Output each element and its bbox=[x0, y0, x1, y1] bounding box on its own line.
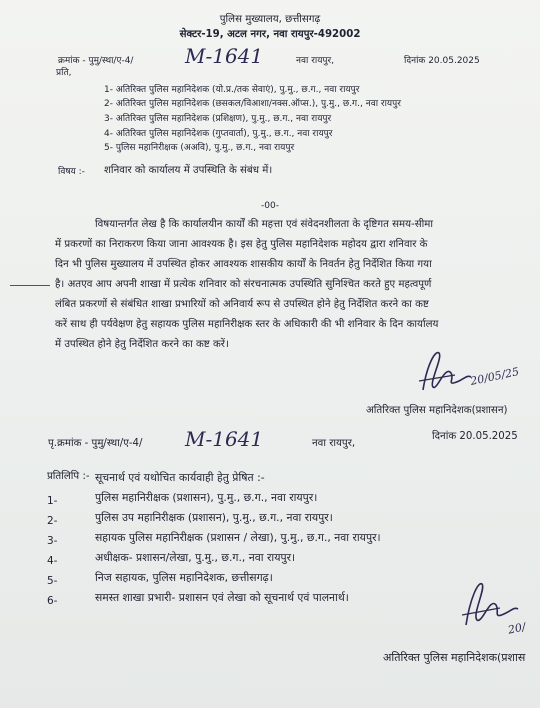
separator: -00- bbox=[261, 201, 279, 211]
copy-item-number: 5- bbox=[47, 575, 58, 587]
body-line: करें साथ ही पर्यवेक्षण हेतु सहायक पुलिस महानिरीक्षक स्तर के अधिकारी की भी शनिवार के दिन कार्यालय bbox=[55, 319, 439, 330]
copy-item-number: 4- bbox=[47, 555, 58, 567]
pen-stroke bbox=[10, 285, 50, 286]
body-line: लंबित प्रकरणों से संबंधित शाखा प्रभारियों को अनिवार्य रूप से उपस्थित होने हेतु निर्देशित करने का कष्ट bbox=[55, 299, 429, 310]
letter-date: दिनांक 20.05.2025 bbox=[404, 56, 480, 66]
recipient-item: 3- अतिरिक्त पुलिस महानिदेशक (प्रशिक्षण), पु.मु., छ.ग., नवा रायपुर bbox=[104, 114, 332, 124]
copy-reference-number-handwritten: M-1641 bbox=[185, 427, 264, 451]
copy-item-number: 2- bbox=[47, 515, 58, 527]
copy-signature-date-handwritten: 20/ bbox=[506, 620, 527, 637]
copy-item-text: अधीक्षक- प्रशासन/लेखा, पु.मु., छ.ग., नवा रायपुर। bbox=[95, 551, 296, 564]
copy-intro: सूचनार्थ एवं यथोचित कार्यवाही हेतु प्रेषित :- bbox=[95, 471, 265, 484]
body-line: दिन भी पुलिस मुख्यालय में उपस्थित होकर आवश्यक शासकीय कार्यों के निवर्तन हेतु निर्देशित किया गया bbox=[55, 259, 432, 270]
reference-label: क्रमांक - पुमु/स्था/ए-4/ bbox=[58, 56, 134, 66]
copy-prefix: प्रतिलिपि :- bbox=[47, 471, 90, 482]
signatory-title: अतिरिक्त पुलिस महानिदेशक(प्रशासन) bbox=[366, 405, 508, 416]
reference-number-handwritten: M-1641 bbox=[185, 44, 264, 68]
copy-item-text: सहायक पुलिस महानिरीक्षक (प्रशासन / लेखा), पु.मु., छ.ग., नवा रायपुर। bbox=[95, 531, 381, 544]
to-label: प्रति, bbox=[56, 68, 72, 78]
body-line: में प्रकरणों का निराकरण किया जाना आवश्यक है। इस हेतु पुलिस महानिदेशक महोदय द्वारा शनिवार के bbox=[55, 239, 428, 250]
copy-item-text: समस्त शाखा प्रभारी- प्रशासन एवं लेखा को सूचनार्थ एवं पालनार्थ। bbox=[95, 591, 349, 604]
copy-item-number: 3- bbox=[47, 535, 58, 547]
subject-text: शनिवार को कार्यालय में उपस्थिति के संबंध में। bbox=[104, 165, 273, 176]
body-line: में उपस्थित होने हेतु निर्देशित करने का कष्ट करें। bbox=[55, 339, 229, 350]
copy-item-number: 1- bbox=[47, 495, 58, 507]
copy-place: नवा रायपुर, bbox=[312, 438, 356, 449]
recipient-item: 1- अतिरिक्त पुलिस महानिदेशक (यो.प्र./तक सेवाएं), पु.मु., छ.ग., नवा रायपुर bbox=[104, 85, 360, 95]
signature-mark bbox=[415, 345, 475, 399]
office-address: सेक्टर-19, अटल नगर, नवा रायपुर-492002 bbox=[179, 29, 361, 40]
recipient-item: 2- अतिरिक्त पुलिस महानिदेशक (छसकल/विआशा/नक्स.ऑप्स.), पु.मु., छ.ग., नवा रायपुर bbox=[104, 99, 401, 109]
office-name: पुलिस मुख्यालय, छत्तीसगढ़ bbox=[219, 14, 321, 25]
copy-item-text: पुलिस महानिरीक्षक (प्रशासन), पु.मु., छ.ग., नवा रायपुर। bbox=[95, 491, 318, 504]
subject-label: विषय :- bbox=[58, 167, 85, 177]
copy-item-number: 6- bbox=[47, 595, 58, 607]
body-line: है। अतएव आप अपनी शाखा में प्रत्येक शनिवार को संरचनात्मक उपस्थिति सुनिश्चित करते हुए महत्वपूर्ण bbox=[55, 279, 432, 290]
copy-item-text: पुलिस उप महानिरीक्षक (प्रशासन), पु.मु., छ.ग., नवा रायपुर। bbox=[95, 511, 333, 524]
signature-date-handwritten: 20/05/25 bbox=[469, 365, 521, 388]
body-line: विषयान्तर्गत लेख है कि कार्यालयीन कार्यों की महत्ता एवं संवेदनशीलता के दृष्टिगत समय-सीमा bbox=[95, 219, 433, 230]
copy-signatory-title: अतिरिक्त पुलिस महानिदेशक(प्रशास bbox=[383, 651, 526, 664]
copy-item-text: निज सहायक, पुलिस महानिदेशक, छत्तीसगढ़। bbox=[95, 571, 273, 584]
recipient-item: 4- अतिरिक्त पुलिस महानिदेशक (गुप्तवार्ता), पु.मु., छ.ग., नवा रायपुर bbox=[104, 129, 333, 139]
recipient-item: 5- पुलिस महानिरीक्षक (अअवि), पु.मु., छ.ग., नवा रायपुर bbox=[104, 143, 295, 153]
place: नवा रायपुर, bbox=[296, 56, 335, 66]
copy-date: दिनांक 20.05.2025 bbox=[432, 431, 518, 442]
copy-reference-label: पृ.क्रमांक - पुमु/स्था/ए-4/ bbox=[48, 438, 143, 449]
